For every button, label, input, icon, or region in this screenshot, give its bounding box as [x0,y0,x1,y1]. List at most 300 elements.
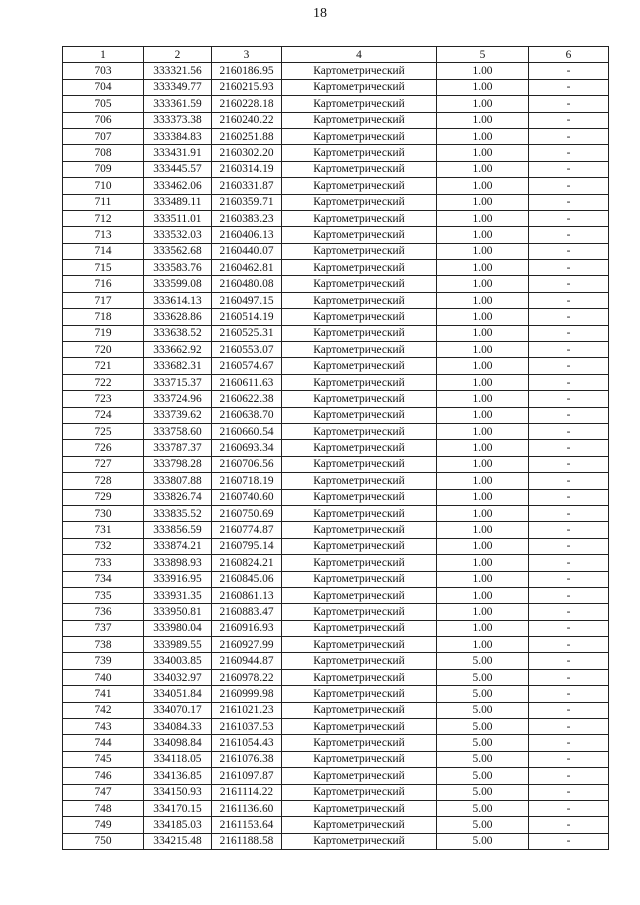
cell-accuracy: 5.00 [437,719,529,735]
cell-number: 741 [63,686,144,702]
cell-y: 2160553.07 [212,342,282,358]
cell-method: Картометрический [282,669,437,685]
coordinates-table [62,46,609,850]
table-row [63,63,609,79]
cell-accuracy: 1.00 [437,243,529,259]
table-row [63,637,609,653]
cell-x: 333445.57 [144,161,212,177]
cell-accuracy: 5.00 [437,833,529,849]
cell-x: 333826.74 [144,489,212,505]
cell-y: 2160462.81 [212,260,282,276]
table-row [63,669,609,685]
cell-accuracy: 1.00 [437,178,529,194]
cell-y: 2160480.08 [212,276,282,292]
cell-method: Картометрический [282,440,437,456]
cell-accuracy: 5.00 [437,686,529,702]
cell-method: Картометрический [282,325,437,341]
cell-y: 2160251.88 [212,128,282,144]
table-row [63,79,609,95]
cell-note: - [529,391,609,407]
cell-accuracy: 1.00 [437,309,529,325]
table-row [63,178,609,194]
cell-note: - [529,751,609,767]
cell-y: 2160440.07 [212,243,282,259]
column-header-note: 6 [529,47,609,63]
cell-number: 744 [63,735,144,751]
table-row [63,423,609,439]
cell-number: 726 [63,440,144,456]
cell-number: 715 [63,260,144,276]
table-row [63,96,609,112]
cell-number: 708 [63,145,144,161]
table-row [63,342,609,358]
table-header-row [63,47,609,63]
cell-y: 2160525.31 [212,325,282,341]
cell-note: - [529,473,609,489]
cell-accuracy: 1.00 [437,260,529,276]
cell-accuracy: 1.00 [437,522,529,538]
cell-accuracy: 1.00 [437,128,529,144]
table-row [63,555,609,571]
table-row [63,489,609,505]
cell-number: 742 [63,702,144,718]
cell-method: Картометрический [282,145,437,161]
cell-accuracy: 1.00 [437,604,529,620]
cell-x: 333628.86 [144,309,212,325]
cell-note: - [529,358,609,374]
table-row [63,473,609,489]
cell-number: 740 [63,669,144,685]
table-row [63,522,609,538]
cell-number: 739 [63,653,144,669]
cell-y: 2160660.54 [212,423,282,439]
cell-accuracy: 1.00 [437,79,529,95]
cell-number: 747 [63,784,144,800]
table-row [63,702,609,718]
table-row [63,210,609,226]
cell-x: 333724.96 [144,391,212,407]
table-row [63,653,609,669]
cell-method: Картометрический [282,637,437,653]
cell-method: Картометрический [282,178,437,194]
cell-x: 333638.52 [144,325,212,341]
cell-note: - [529,538,609,554]
cell-x: 333384.83 [144,128,212,144]
table-row [63,719,609,735]
cell-x: 333758.60 [144,423,212,439]
cell-note: - [529,440,609,456]
cell-x: 333787.37 [144,440,212,456]
cell-note: - [529,194,609,210]
cell-y: 2161114.22 [212,784,282,800]
cell-y: 2160240.22 [212,112,282,128]
cell-y: 2160622.38 [212,391,282,407]
cell-accuracy: 5.00 [437,817,529,833]
cell-accuracy: 5.00 [437,800,529,816]
cell-number: 704 [63,79,144,95]
cell-method: Картометрический [282,800,437,816]
cell-method: Картометрический [282,407,437,423]
cell-method: Картометрический [282,342,437,358]
table-row [63,571,609,587]
cell-note: - [529,276,609,292]
cell-note: - [529,637,609,653]
cell-y: 2161076.38 [212,751,282,767]
cell-note: - [529,96,609,112]
cell-x: 333562.68 [144,243,212,259]
cell-accuracy: 1.00 [437,407,529,423]
cell-y: 2160845.06 [212,571,282,587]
table-row [63,800,609,816]
cell-number: 730 [63,505,144,521]
cell-y: 2160302.20 [212,145,282,161]
cell-accuracy: 1.00 [437,489,529,505]
cell-number: 743 [63,719,144,735]
cell-y: 2161153.64 [212,817,282,833]
cell-x: 333874.21 [144,538,212,554]
cell-method: Картометрический [282,817,437,833]
cell-method: Картометрический [282,620,437,636]
cell-note: - [529,128,609,144]
cell-y: 2160774.87 [212,522,282,538]
table-body [63,63,609,850]
cell-x: 334185.03 [144,817,212,833]
cell-method: Картометрический [282,96,437,112]
cell-number: 728 [63,473,144,489]
cell-y: 2160944.87 [212,653,282,669]
cell-method: Картометрический [282,505,437,521]
cell-x: 333321.56 [144,63,212,79]
cell-x: 333373.38 [144,112,212,128]
cell-x: 334032.97 [144,669,212,685]
cell-method: Картометрический [282,358,437,374]
table-row [63,374,609,390]
cell-method: Картометрический [282,702,437,718]
cell-x: 334150.93 [144,784,212,800]
cell-x: 333583.76 [144,260,212,276]
cell-x: 333835.52 [144,505,212,521]
column-header-x: 2 [144,47,212,63]
table-row [63,587,609,603]
cell-note: - [529,456,609,472]
cell-x: 333431.91 [144,145,212,161]
table-row [63,735,609,751]
cell-note: - [529,63,609,79]
cell-number: 734 [63,571,144,587]
cell-y: 2160706.56 [212,456,282,472]
cell-number: 714 [63,243,144,259]
cell-y: 2161021.23 [212,702,282,718]
cell-method: Картометрический [282,768,437,784]
cell-y: 2160978.22 [212,669,282,685]
cell-note: - [529,571,609,587]
cell-note: - [529,260,609,276]
cell-x: 334136.85 [144,768,212,784]
cell-accuracy: 1.00 [437,374,529,390]
cell-y: 2160314.19 [212,161,282,177]
cell-number: 721 [63,358,144,374]
cell-accuracy: 5.00 [437,653,529,669]
cell-x: 333807.88 [144,473,212,489]
cell-note: - [529,587,609,603]
cell-note: - [529,702,609,718]
column-header-y: 3 [212,47,282,63]
cell-method: Картометрический [282,292,437,308]
cell-note: - [529,735,609,751]
cell-x: 333662.92 [144,342,212,358]
cell-method: Картометрический [282,128,437,144]
cell-number: 729 [63,489,144,505]
cell-number: 750 [63,833,144,849]
cell-y: 2160750.69 [212,505,282,521]
cell-method: Картометрический [282,604,437,620]
cell-number: 725 [63,423,144,439]
cell-note: - [529,489,609,505]
cell-note: - [529,161,609,177]
cell-x: 333989.55 [144,637,212,653]
table-row [63,751,609,767]
cell-y: 2160740.60 [212,489,282,505]
cell-note: - [529,522,609,538]
cell-x: 334118.05 [144,751,212,767]
cell-method: Картометрический [282,374,437,390]
cell-x: 334070.17 [144,702,212,718]
cell-accuracy: 5.00 [437,751,529,767]
cell-note: - [529,784,609,800]
cell-number: 727 [63,456,144,472]
cell-x: 333682.31 [144,358,212,374]
cell-note: - [529,243,609,259]
cell-note: - [529,145,609,161]
cell-method: Картометрический [282,571,437,587]
cell-accuracy: 1.00 [437,210,529,226]
cell-y: 2160999.98 [212,686,282,702]
cell-method: Картометрический [282,686,437,702]
table-row [63,128,609,144]
cell-x: 333361.59 [144,96,212,112]
cell-accuracy: 5.00 [437,768,529,784]
table-row [63,260,609,276]
table-row [63,817,609,833]
cell-accuracy: 1.00 [437,423,529,439]
cell-number: 749 [63,817,144,833]
cell-number: 748 [63,800,144,816]
cell-x: 333532.03 [144,227,212,243]
cell-y: 2160718.19 [212,473,282,489]
cell-method: Картометрический [282,784,437,800]
cell-number: 713 [63,227,144,243]
column-header-accuracy: 5 [437,47,529,63]
cell-number: 706 [63,112,144,128]
cell-number: 746 [63,768,144,784]
cell-x: 333715.37 [144,374,212,390]
table-row [63,604,609,620]
cell-x: 334084.33 [144,719,212,735]
cell-number: 722 [63,374,144,390]
cell-x: 334098.84 [144,735,212,751]
cell-note: - [529,227,609,243]
table-row [63,505,609,521]
cell-method: Картометрический [282,522,437,538]
cell-y: 2160693.34 [212,440,282,456]
table-row [63,768,609,784]
cell-accuracy: 1.00 [437,587,529,603]
table-row [63,358,609,374]
cell-y: 2161136.60 [212,800,282,816]
table-row [63,276,609,292]
cell-method: Картометрический [282,719,437,735]
cell-x: 333349.77 [144,79,212,95]
cell-y: 2160574.67 [212,358,282,374]
cell-number: 703 [63,63,144,79]
cell-note: - [529,620,609,636]
cell-number: 716 [63,276,144,292]
cell-y: 2161188.58 [212,833,282,849]
cell-y: 2160927.99 [212,637,282,653]
cell-x: 333599.08 [144,276,212,292]
cell-number: 736 [63,604,144,620]
cell-x: 334170.15 [144,800,212,816]
cell-accuracy: 1.00 [437,325,529,341]
table-row [63,112,609,128]
cell-note: - [529,292,609,308]
cell-x: 333511.01 [144,210,212,226]
cell-number: 720 [63,342,144,358]
cell-accuracy: 1.00 [437,473,529,489]
cell-method: Картометрический [282,210,437,226]
cell-y: 2160331.87 [212,178,282,194]
cell-accuracy: 1.00 [437,440,529,456]
cell-method: Картометрический [282,751,437,767]
cell-note: - [529,669,609,685]
cell-number: 717 [63,292,144,308]
cell-y: 2160514.19 [212,309,282,325]
cell-accuracy: 1.00 [437,505,529,521]
cell-x: 333489.11 [144,194,212,210]
cell-number: 719 [63,325,144,341]
cell-method: Картометрический [282,555,437,571]
cell-x: 334215.48 [144,833,212,849]
cell-note: - [529,309,609,325]
cell-x: 334051.84 [144,686,212,702]
cell-accuracy: 1.00 [437,161,529,177]
cell-accuracy: 1.00 [437,391,529,407]
cell-number: 710 [63,178,144,194]
cell-accuracy: 1.00 [437,194,529,210]
cell-y: 2160883.47 [212,604,282,620]
cell-method: Картометрический [282,833,437,849]
table-row [63,325,609,341]
cell-x: 333898.93 [144,555,212,571]
cell-number: 723 [63,391,144,407]
cell-number: 711 [63,194,144,210]
cell-y: 2160406.13 [212,227,282,243]
table-row [63,309,609,325]
table-row [63,440,609,456]
cell-method: Картометрический [282,653,437,669]
cell-number: 712 [63,210,144,226]
cell-y: 2160383.23 [212,210,282,226]
cell-note: - [529,423,609,439]
cell-accuracy: 1.00 [437,276,529,292]
cell-accuracy: 5.00 [437,735,529,751]
cell-y: 2160824.21 [212,555,282,571]
table-row [63,407,609,423]
cell-accuracy: 5.00 [437,702,529,718]
cell-number: 724 [63,407,144,423]
cell-accuracy: 1.00 [437,145,529,161]
cell-accuracy: 1.00 [437,292,529,308]
cell-y: 2160795.14 [212,538,282,554]
cell-number: 738 [63,637,144,653]
cell-number: 735 [63,587,144,603]
cell-method: Картометрический [282,391,437,407]
table-row [63,161,609,177]
table-row [63,833,609,849]
cell-note: - [529,719,609,735]
cell-note: - [529,768,609,784]
cell-accuracy: 1.00 [437,96,529,112]
cell-y: 2160861.13 [212,587,282,603]
cell-number: 707 [63,128,144,144]
cell-method: Картометрический [282,79,437,95]
cell-method: Картометрический [282,112,437,128]
cell-note: - [529,79,609,95]
cell-accuracy: 1.00 [437,637,529,653]
cell-note: - [529,374,609,390]
cell-x: 334003.85 [144,653,212,669]
cell-y: 2161054.43 [212,735,282,751]
cell-method: Картометрический [282,227,437,243]
cell-x: 333739.62 [144,407,212,423]
cell-note: - [529,112,609,128]
cell-number: 709 [63,161,144,177]
column-header-number: 1 [63,47,144,63]
cell-note: - [529,800,609,816]
cell-y: 2160638.70 [212,407,282,423]
cell-method: Картометрический [282,161,437,177]
table-row [63,391,609,407]
table-row [63,145,609,161]
cell-x: 333916.95 [144,571,212,587]
table-row [63,620,609,636]
cell-number: 745 [63,751,144,767]
cell-note: - [529,555,609,571]
cell-method: Картометрический [282,423,437,439]
cell-note: - [529,604,609,620]
page-number: 18 [313,6,327,21]
cell-method: Картометрический [282,473,437,489]
cell-accuracy: 1.00 [437,342,529,358]
cell-x: 333931.35 [144,587,212,603]
cell-method: Картометрический [282,587,437,603]
table-row [63,538,609,554]
cell-note: - [529,178,609,194]
cell-y: 2160611.63 [212,374,282,390]
cell-accuracy: 5.00 [437,784,529,800]
cell-x: 333856.59 [144,522,212,538]
cell-accuracy: 1.00 [437,358,529,374]
cell-accuracy: 1.00 [437,538,529,554]
cell-note: - [529,210,609,226]
cell-note: - [529,817,609,833]
cell-y: 2160186.95 [212,63,282,79]
cell-x: 333798.28 [144,456,212,472]
cell-number: 732 [63,538,144,554]
cell-method: Картометрический [282,456,437,472]
cell-method: Картометрический [282,538,437,554]
cell-y: 2160497.15 [212,292,282,308]
